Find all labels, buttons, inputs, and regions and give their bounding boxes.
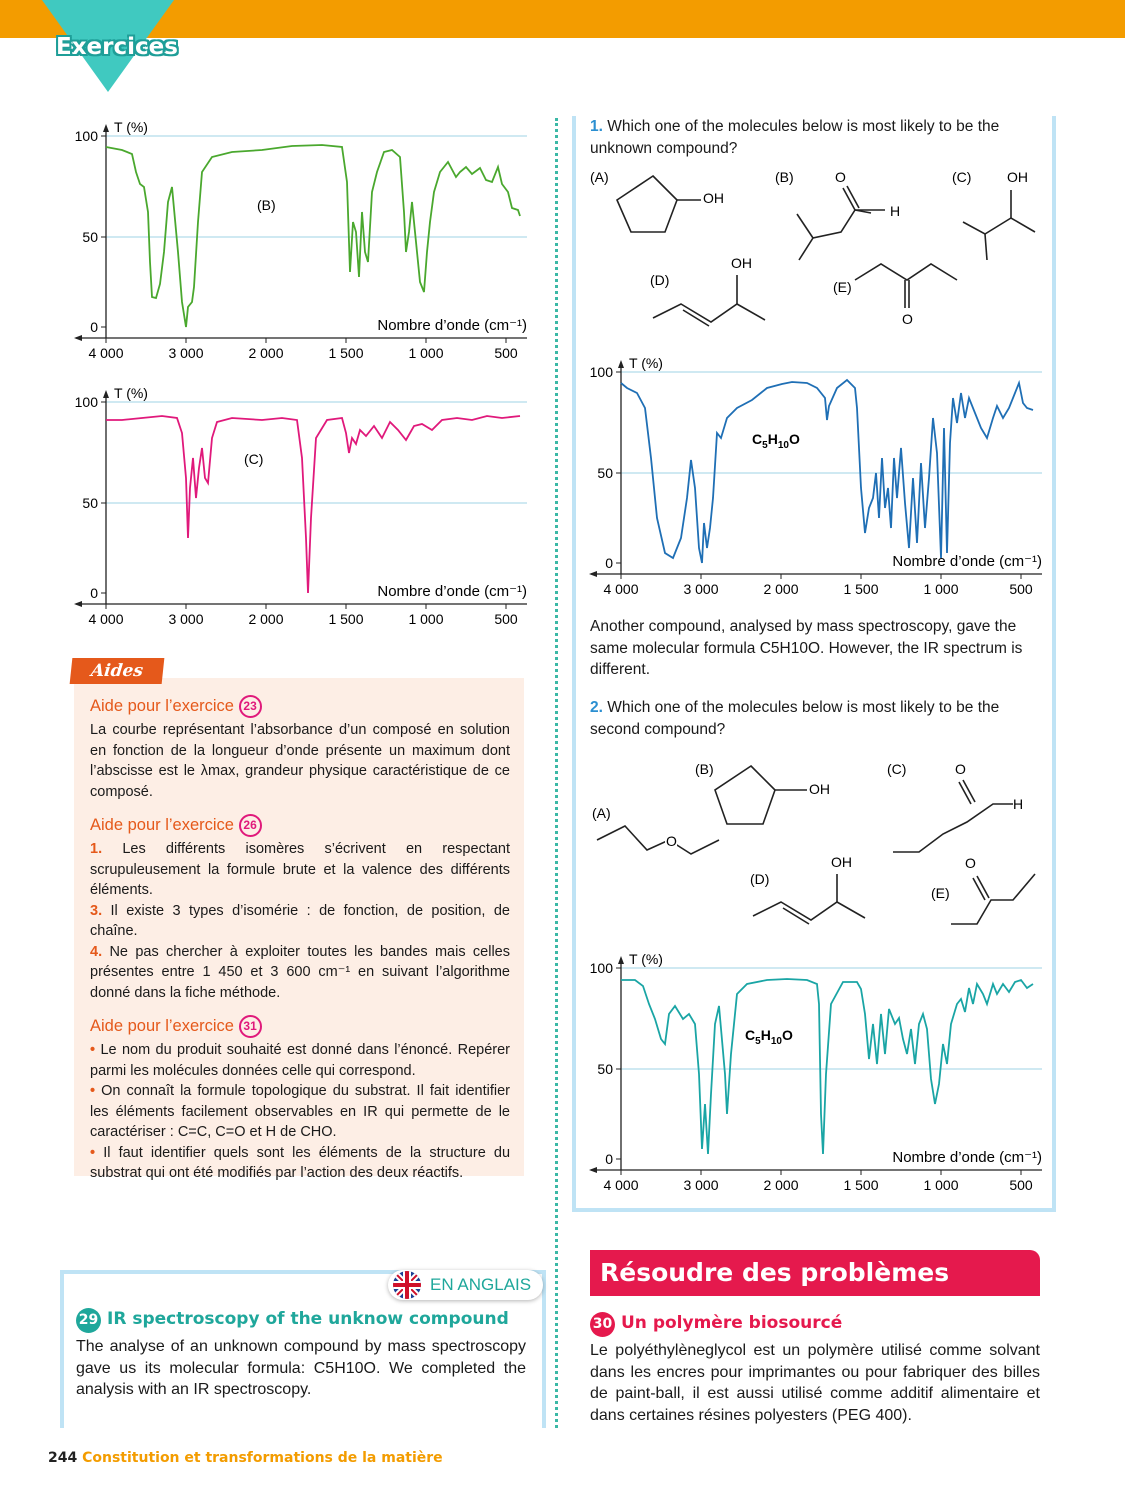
help-text-26-4: 4. Ne pas chercher à exploiter toutes les bandes mais celles présentes entre 1 450 et 3 600 cm⁻¹ en suivant l’algorithme donné dans la fiche méthode. bbox=[90, 943, 510, 1001]
y-tick-label: 0 bbox=[90, 319, 98, 335]
help-text-31-1: • Le nom du produit souhaité est donné dans l’énoncé. Repérer parmi les molécules données celle qui correspond. bbox=[90, 1042, 511, 1079]
help-text-26-3: 3. Il existe 3 types d’isomérie : de fonction, de position, de chaîne. bbox=[90, 902, 510, 939]
ir-spectrum-b bbox=[62, 112, 537, 367]
y-axis-arrow bbox=[618, 360, 624, 368]
help-heading-26: Aide pour l’exercice 26 bbox=[90, 814, 510, 837]
exercise-30-text: Le polyéthylèneglycol est un polymère utilisé comme solvant dans les encres pour imprimantes ou pour fabriquer des billes de paint-ball, il est aussi utilisé comme additif alimentaire et dans certaines résines polyesters (PEG 400). bbox=[590, 1342, 1040, 1424]
label-oh: OH bbox=[1007, 169, 1028, 185]
spectrum-label: (C) bbox=[244, 451, 264, 467]
y-tick-label: 0 bbox=[605, 1151, 613, 1167]
uk-flag-icon bbox=[392, 1270, 422, 1300]
label-o: O bbox=[965, 855, 976, 871]
page-number: 244 bbox=[48, 1450, 78, 1466]
x-tick-label: 3 000 bbox=[168, 345, 204, 361]
help-content bbox=[90, 695, 510, 1184]
ir-spectrum-unknown-2 bbox=[577, 944, 1052, 1199]
question-2: 2. Which one of the molecules below is most likely to be the second compound? bbox=[590, 699, 1000, 738]
help-text-23: La courbe représentant l’absorbance d’un composé en solution en fonction de la longueur d’onde présente un maximum dont l’abscisse est le λmax, grandeur physique caractéristique de ce composé. bbox=[90, 722, 510, 800]
y-tick-label: 50 bbox=[82, 229, 98, 245]
x-tick-label: 1 500 bbox=[328, 611, 364, 627]
x-tick-label: 1 000 bbox=[923, 581, 959, 597]
label-o: O bbox=[902, 311, 913, 327]
help-tag: Aides bbox=[70, 658, 165, 684]
y-tick-label: 0 bbox=[90, 585, 98, 601]
y-tick-label: 100 bbox=[589, 960, 613, 976]
label-oh: OH bbox=[703, 190, 724, 206]
x-tick-label: 4 000 bbox=[88, 345, 124, 361]
y-tick-label: 100 bbox=[74, 128, 98, 144]
molecules-set-2 bbox=[585, 752, 1055, 937]
x-tick-label: 1 500 bbox=[843, 1177, 879, 1193]
spectrum-curve bbox=[106, 416, 520, 593]
x-tick-label: 3 000 bbox=[683, 1177, 719, 1193]
x-tick-label: 4 000 bbox=[603, 1177, 639, 1193]
exercise-30-title: 30 Un polymère biosourcé bbox=[590, 1312, 1050, 1337]
spectrum-curve bbox=[621, 380, 1033, 563]
x-tick-label: 500 bbox=[1009, 581, 1033, 597]
label-c: (C) bbox=[887, 761, 907, 777]
x-tick-label: 1 500 bbox=[843, 581, 879, 597]
x-tick-label: 500 bbox=[494, 611, 518, 627]
exercise-number-badge: 31 bbox=[239, 1015, 262, 1038]
x-tick-label: 500 bbox=[1009, 1177, 1033, 1193]
y-axis-label: T (%) bbox=[114, 385, 148, 401]
x-axis-label: Nombre d’onde (cm⁻¹) bbox=[892, 1149, 1042, 1166]
x-axis-arrow bbox=[74, 601, 82, 607]
label-e: (E) bbox=[833, 279, 852, 295]
y-tick-label: 0 bbox=[605, 555, 613, 571]
x-tick-label: 3 000 bbox=[168, 611, 204, 627]
x-tick-label: 4 000 bbox=[603, 581, 639, 597]
label-oh: OH bbox=[831, 854, 852, 870]
x-axis-label: Nombre d’onde (cm⁻¹) bbox=[892, 553, 1042, 570]
spectrum-axes bbox=[589, 355, 1042, 597]
y-axis-label: T (%) bbox=[629, 355, 663, 371]
spectrum-axes bbox=[74, 119, 527, 361]
x-tick-label: 1 500 bbox=[328, 345, 364, 361]
en-anglais-badge bbox=[388, 1270, 543, 1300]
section-title: Résoudre des problèmes bbox=[590, 1250, 1040, 1296]
y-tick-label: 100 bbox=[74, 394, 98, 410]
spectrum-curve bbox=[621, 979, 1033, 1154]
column-divider bbox=[555, 118, 558, 1428]
help-heading-23: Aide pour l’exercice 23 bbox=[90, 695, 510, 718]
x-axis-arrow bbox=[589, 1167, 597, 1173]
x-axis-label: Nombre d’onde (cm⁻¹) bbox=[377, 317, 527, 334]
y-axis-label: T (%) bbox=[629, 951, 663, 967]
x-axis-label: Nombre d’onde (cm⁻¹) bbox=[377, 583, 527, 600]
label-h: H bbox=[890, 203, 901, 219]
label-o: O bbox=[835, 169, 846, 185]
label-o: O bbox=[666, 833, 677, 849]
y-tick-label: 50 bbox=[597, 1061, 613, 1077]
label-b: (B) bbox=[695, 761, 714, 777]
label-a: (A) bbox=[590, 169, 609, 185]
y-tick-label: 100 bbox=[589, 364, 613, 380]
x-tick-label: 1 000 bbox=[923, 1177, 959, 1193]
cyclopentane-ring bbox=[617, 176, 677, 232]
label-oh: OH bbox=[731, 255, 752, 271]
spectrum-label: (B) bbox=[257, 197, 276, 213]
label-a: (A) bbox=[592, 805, 611, 821]
spectrum-label: $C_5H_{10}O$ bbox=[752, 431, 800, 451]
y-axis-arrow bbox=[103, 124, 109, 132]
x-tick-label: 2 000 bbox=[248, 611, 284, 627]
label-b: (B) bbox=[775, 169, 794, 185]
label-oh: OH bbox=[809, 781, 830, 797]
help-text-26-1: 1. Les différents isomères s’écrivent en respectant scrupuleusement la formule brute et la valence des différents éléments. bbox=[90, 841, 510, 898]
help-heading-31: Aide pour l’exercice 31 bbox=[90, 1015, 510, 1038]
x-tick-label: 3 000 bbox=[683, 581, 719, 597]
chapter-title: Constitution et transformations de la matière bbox=[82, 1450, 443, 1466]
exercise-number-badge: 30 bbox=[590, 1312, 615, 1337]
ir-spectrum-c bbox=[62, 378, 537, 633]
label-c: (C) bbox=[952, 169, 972, 185]
spectrum-axes bbox=[589, 951, 1042, 1193]
spectrum-axes bbox=[74, 385, 527, 627]
question-1: 1. Which one of the molecules below is most likely to be the unknown compound? bbox=[590, 118, 1000, 157]
exercise-number-badge: 29 bbox=[76, 1308, 101, 1333]
exercise-number-badge: 26 bbox=[239, 814, 262, 837]
section-tab-title: Exercices bbox=[56, 34, 178, 60]
ir-spectrum-unknown-1 bbox=[577, 348, 1052, 603]
paragraph-second-compound: Another compound, analysed by mass spectroscopy, gave the same molecular formula C5H10O. However, the IR spectrum is different. bbox=[590, 618, 1023, 678]
y-tick-label: 50 bbox=[597, 465, 613, 481]
y-axis-arrow bbox=[618, 956, 624, 964]
exercise-29-intro: The analyse of an unknown compound by mass spectroscopy gave us its molecular formula: C5H10O. We completed the analysis with an IR spectroscopy. bbox=[76, 1338, 526, 1398]
spectrum-curve bbox=[106, 145, 520, 327]
x-axis-arrow bbox=[74, 335, 82, 341]
footer bbox=[48, 1450, 443, 1466]
y-tick-label: 50 bbox=[82, 495, 98, 511]
help-text-31-3: • Il faut identifier quels sont les éléments de la structure du substrat qui ont été modifiés par l’action des deux réactifs. bbox=[90, 1144, 511, 1181]
x-tick-label: 2 000 bbox=[763, 581, 799, 597]
spectrum-label: $C_5H_{10}O$ bbox=[745, 1027, 793, 1047]
label-o: O bbox=[955, 761, 966, 777]
label-e: (E) bbox=[931, 885, 950, 901]
x-tick-label: 4 000 bbox=[88, 611, 124, 627]
x-tick-label: 1 000 bbox=[408, 345, 444, 361]
x-axis-arrow bbox=[589, 571, 597, 577]
exercise-29-title: 29 IR spectroscopy of the unknow compound bbox=[76, 1308, 536, 1333]
label-h: H bbox=[1013, 796, 1024, 812]
x-tick-label: 2 000 bbox=[248, 345, 284, 361]
exercise-number-badge: 23 bbox=[239, 695, 262, 718]
molecules-set-1 bbox=[585, 160, 1055, 335]
label-d: (D) bbox=[750, 871, 770, 887]
x-tick-label: 2 000 bbox=[763, 1177, 799, 1193]
x-tick-label: 1 000 bbox=[408, 611, 444, 627]
help-text-31-2: • On connaît la formule topologique du substrat. Il fait identifier les éléments facilement observables en IR qui permette de le caractériser : C=C, C=O et H de CHO. bbox=[90, 1083, 511, 1140]
label-d: (D) bbox=[650, 272, 670, 288]
en-anglais-label: EN ANGLAIS bbox=[430, 1275, 532, 1294]
y-axis-label: T (%) bbox=[114, 119, 148, 135]
x-tick-label: 500 bbox=[494, 345, 518, 361]
y-axis-arrow bbox=[103, 390, 109, 398]
